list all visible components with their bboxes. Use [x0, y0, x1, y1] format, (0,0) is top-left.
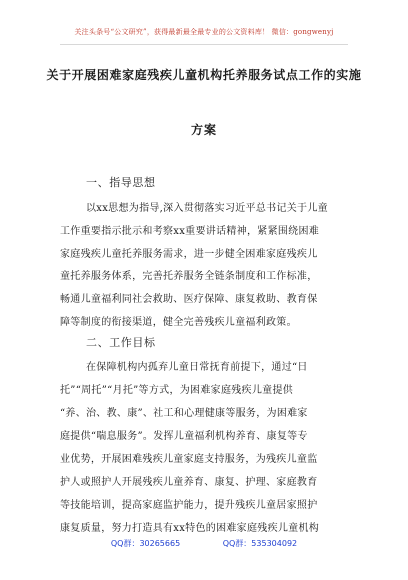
paragraph-line: 畅通儿童福利同社会救助、医疗保障、康复救助、教育保	[60, 294, 318, 305]
document-title: 关于开展困难家庭残疾儿童机构托养服务试点工作的实施	[46, 68, 362, 82]
document-subtitle: 方案	[190, 123, 217, 137]
paragraph-line: 在保障机构内孤弃儿童日常抚育前提下，通过“日	[86, 362, 308, 373]
section-heading-work-goals: 二、工作目标	[86, 336, 156, 349]
header-banner: 关注头条号“公文研究”，获得最新最全最专业的公文资料库！ 微信：gongwenyj	[74, 28, 334, 36]
paragraph-line: 工作重要指示批示和考察xx重要讲话精神，紧紧围绕困难	[60, 226, 320, 237]
paragraph-line: “养、治、教、康”、社工和心理健康等服务，为困难家	[60, 408, 308, 419]
header-divider	[60, 44, 348, 45]
paragraph-line: 家庭残疾儿童托养服务需求，进一步健全困难家庭残疾儿	[60, 249, 318, 260]
paragraph-line: 以xx思想为指导,深入贯彻落实习近平总书记关于儿童	[86, 203, 328, 214]
paragraph-line: 障等制度的衔接渠道，健全完善残疾儿童福利政策。	[60, 317, 297, 328]
footer-contacts	[0, 538, 408, 549]
paragraph-line: 业优势，开展困难残疾儿童家庭支持服务，为残疾儿童监	[60, 454, 318, 465]
footer-qq-group-2: QQ群：535304092	[222, 539, 298, 548]
paragraph-line: 等技能培训，提高家庭监护能力，提升残疾儿童居家照护	[60, 500, 318, 511]
paragraph-line: 童托养服务体系，完善托养服务全链条制度和工作标准，	[60, 271, 318, 282]
paragraph-line: 托”“周托”“月托”等方式，为困难家庭残疾儿童提供	[60, 385, 294, 396]
paragraph-line: 康复质量，努力打造具有xx特色的困难家庭残疾儿童机构	[60, 523, 320, 534]
paragraph-line: 庭提供“喘息服务”。发挥儿童福利机构养育、康复等专	[60, 431, 308, 442]
section-heading-guiding-ideology: 一、指导思想	[86, 176, 156, 189]
paragraph-line: 护人或照护人开展残疾儿童养育、康复、护理、家庭教育	[60, 477, 318, 488]
footer-qq-group-1: QQ群：30265665	[110, 539, 181, 548]
